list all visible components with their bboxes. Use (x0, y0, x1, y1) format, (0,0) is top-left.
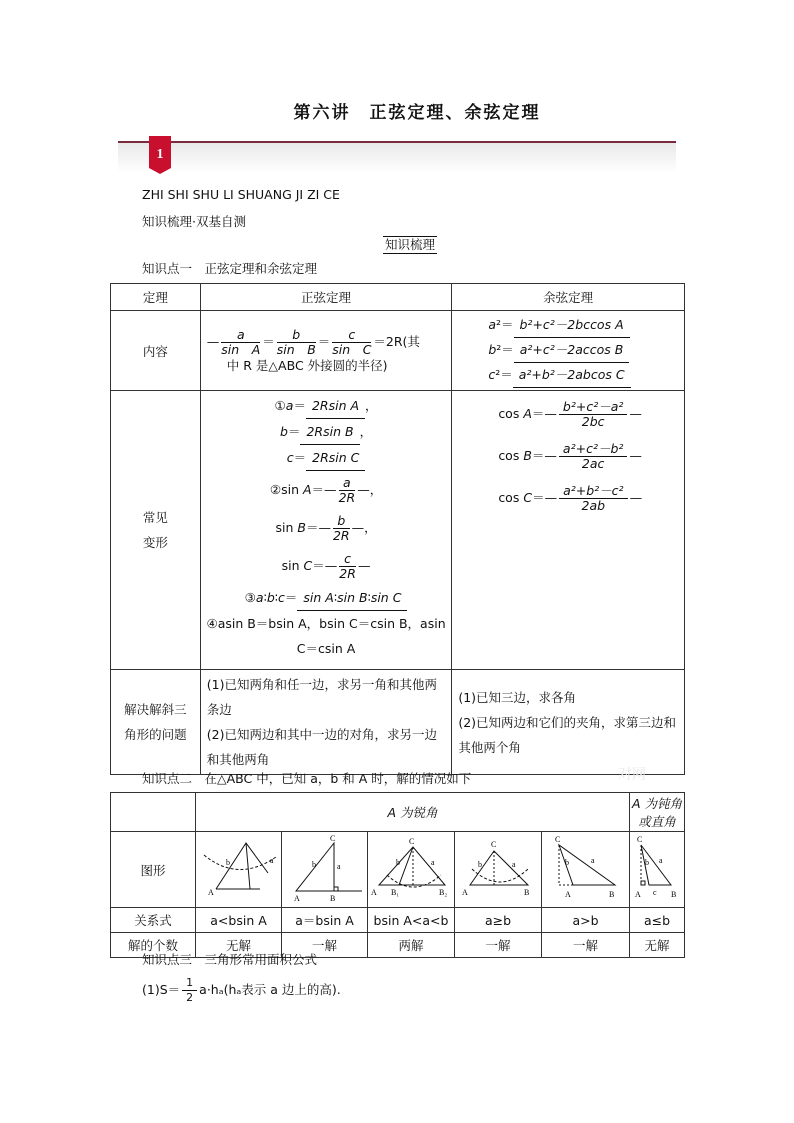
watermark: 对网 (618, 767, 646, 783)
svg-text:B₂: B₂ (439, 888, 448, 897)
header-sine-law: 正弦定理 (200, 284, 452, 311)
cosC-numerator: a²+b²－c² (559, 484, 627, 499)
svg-text:a: a (512, 860, 516, 869)
obtuse-header: A 为钝角或直角 (629, 793, 684, 832)
relation-3: bsin A<a<b (368, 908, 455, 933)
relation-6: a≤b (629, 908, 684, 933)
svg-text:c: c (652, 888, 657, 897)
figure-one-solution-right (282, 832, 368, 908)
theorem-table (110, 283, 685, 775)
sine-law-note: 中 R 是△ABC 外接圆的半径) (226, 357, 388, 373)
cosA-numerator: b²+c²－a² (559, 400, 627, 415)
section-band (118, 143, 676, 173)
form-c: 2Rsin C (306, 445, 365, 471)
figure-two-solutions (368, 832, 455, 908)
section-label: 知识梳理·双基自测 (142, 214, 246, 229)
solution-cases-table (110, 792, 685, 958)
cosB-numerator: a²+c²－b² (559, 442, 627, 457)
formula-suffix: a·hₐ(hₐ表示 a 边上的高). (199, 982, 341, 997)
count-3: 两解 (368, 933, 455, 958)
svg-text:a: a (336, 862, 341, 871)
count-1: 无解 (196, 933, 282, 958)
form-4b: C＝csin A (296, 641, 356, 656)
svg-text:C: C (409, 837, 415, 846)
row-solve-label: 解决解斜三 角形的问题 (111, 670, 201, 775)
form-ratio: sin A∶sin B∶sin C (297, 585, 407, 611)
count-5: 一解 (542, 933, 630, 958)
figure-no-solution-acute (196, 832, 282, 908)
svg-text:b: b (478, 860, 482, 869)
svg-text:a: a (591, 856, 596, 865)
cosine-law-content: a²＝ b²+c²－2bccos A b²＝ a²+c²－2accos B c²＝ a²+b²－2abcos C (452, 311, 685, 391)
header-theorem: 定理 (111, 284, 201, 311)
sine-law-tail: ＝2R(其 (373, 333, 420, 349)
row-forms-label: 常见 变形 (111, 391, 201, 670)
svg-text:b: b (644, 858, 649, 867)
sine-law-forms: ①a＝ 2Rsin A ， b＝ 2Rsin B ， c＝ 2Rsin C ②sin A＝— $\frac{a}{2R}$ —， sin B＝— $\frac{b}{2R}$ —， sin C＝— $\frac{c}{2R}$ — ③a∶b∶c＝ sin A∶sin B∶sin C ④asin B＝bsin A，bsin C＝csin B，asin C＝csin A (200, 391, 452, 670)
header-cosine-law: 余弦定理 (452, 284, 685, 311)
figure-one-solution-a-ge-b (455, 832, 542, 908)
svg-text:B₁: B₁ (391, 888, 400, 897)
cos-a-formula: b²+c²－2bccos A (514, 313, 630, 338)
form-4a: ④asin B＝bsin A，bsin C＝csin B，asin (206, 616, 446, 631)
svg-text:b: b (396, 858, 400, 867)
svg-text:C: C (491, 840, 497, 849)
row-content-label: 内容 (111, 311, 201, 391)
form-b: 2Rsin B (300, 419, 359, 445)
row-figure-label: 图形 (111, 832, 196, 908)
svg-text:a: a (269, 856, 274, 865)
svg-text:a: a (431, 858, 435, 867)
svg-text:A: A (462, 888, 468, 897)
cosB-denominator: 2ac (581, 456, 605, 471)
svg-text:A: A (207, 888, 214, 897)
count-6: 无解 (629, 933, 684, 958)
knowledge-point-2: 知识点二 在△ABC 中，已知 a，b 和 A 时，解的情况如下 (142, 771, 472, 786)
relation-1: a<bsin A (196, 908, 282, 933)
relation-4: a≥b (455, 908, 542, 933)
formula-prefix: (1)S＝ (142, 982, 181, 997)
svg-text:B: B (609, 890, 615, 899)
svg-text:B: B (524, 888, 530, 897)
svg-text:b: b (565, 858, 570, 867)
cosine-law-forms: cos A＝— $\frac{\text{b²+c²－a²}}{2bc}$ — cos B＝— $\frac{\text{a²+c²－b²}}{2ac}$ — cos C＝— $\frac{\text{a²+b²－c²}}{2ab}$ — (452, 391, 685, 670)
relation-5: a>b (542, 908, 630, 933)
cos-b-formula: a²+c²－2accos B (514, 338, 630, 363)
sine-law-solve: (1)已知两角和任一边，求另一角和其他两条边 (2)已知两边和其中一边的对角，求另一边和其他两角 (200, 670, 452, 775)
knowledge-point-1: 知识点一 正弦定理和余弦定理 (142, 261, 318, 276)
svg-text:C: C (636, 835, 643, 844)
knowledge-point-3: 知识点三 三角形常用面积公式 (142, 952, 318, 967)
svg-text:A: A (565, 890, 572, 899)
svg-text:C: C (555, 835, 561, 844)
svg-text:b: b (311, 860, 316, 869)
figure-obtuse-one-solution (542, 832, 630, 908)
count-2: 一解 (282, 933, 368, 958)
svg-text:C: C (329, 834, 335, 843)
figure-obtuse-no-solution (629, 832, 684, 908)
relation-2: a＝bsin A (282, 908, 368, 933)
cos-c-formula: a²+b²－2abcos C (513, 363, 631, 388)
page-title: 第六讲 正弦定理、余弦定理 (293, 103, 541, 123)
svg-text:B: B (329, 894, 335, 903)
svg-text:A: A (371, 888, 377, 897)
row-count-label: 解的个数 (111, 933, 196, 958)
row-relation-label: 关系式 (111, 908, 196, 933)
acute-header: A 为锐角 (196, 793, 630, 832)
area-formula-1: (1)S＝ $\frac{1}{2}$ a·hₐ(hₐ表示 a 边上的高). (142, 976, 341, 1004)
cosA-denominator: 2bc (581, 414, 605, 429)
svg-text:a: a (658, 856, 663, 865)
count-4: 一解 (455, 933, 542, 958)
svg-text:b: b (225, 858, 230, 867)
svg-text:A: A (634, 890, 641, 899)
pinyin-heading: ZHI SHI SHU LI SHUANG JI ZI CE (142, 187, 340, 202)
sine-law-content: — $\frac{a}{\text{sin A}}$ ＝ $\frac{b}{\text{sin B}}$ ＝ $\frac{c}{\text{sin C}}$ ＝2R(其 中 R 是△ABC 外接圆的半径) (200, 311, 452, 391)
center-heading: 知识梳理 (385, 237, 436, 252)
section-number-badge: 1 (149, 136, 171, 168)
section-rule (118, 141, 676, 143)
svg-text:B: B (670, 890, 677, 899)
form-a: 2Rsin A (306, 393, 365, 419)
svg-text:A: A (293, 894, 300, 903)
cosC-denominator: 2ab (581, 498, 606, 513)
cosine-law-solve: (1)已知三边，求各角 (2)已知两边和它们的夹角，求第三边和其他两个角 (452, 670, 685, 775)
